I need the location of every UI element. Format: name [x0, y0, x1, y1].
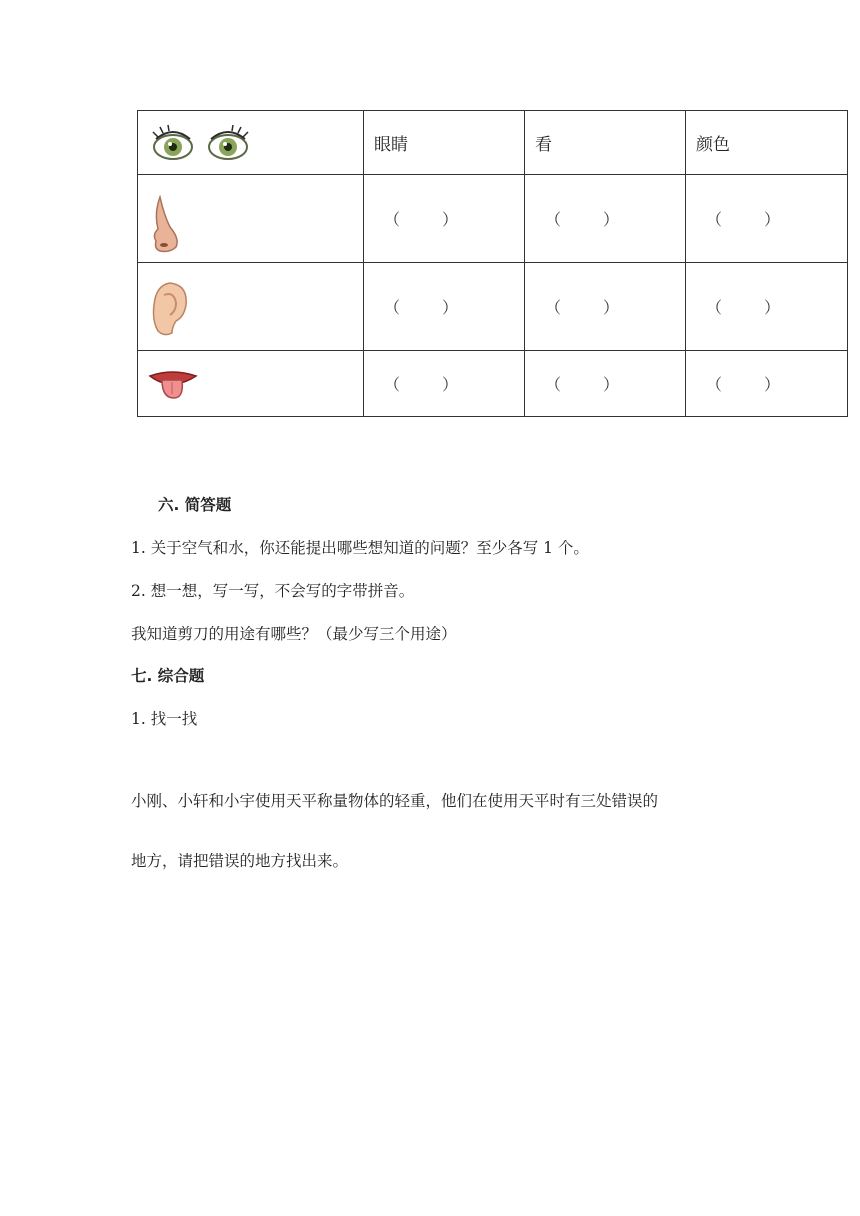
paren-close: ）: [602, 298, 619, 317]
section6-title: 六. 简答题: [158, 496, 232, 514]
header-color-label: 颜色: [686, 111, 848, 175]
section6-question-2: 2. 想一想，写一写，不会写的字带拼音。: [131, 582, 415, 600]
paren-close: ）: [763, 298, 780, 317]
answer-cell[interactable]: [686, 175, 848, 263]
section6-question-1: 1. 关于空气和水，你还能提出哪些想知道的问题？至少各写 1 个。: [131, 539, 589, 557]
ear-cell: [138, 263, 364, 351]
table-header-row: [138, 111, 848, 175]
answer-cell[interactable]: [686, 263, 848, 351]
table-row: [138, 351, 848, 417]
answer-cell[interactable]: [364, 175, 525, 263]
paren-close: ）: [763, 375, 780, 394]
paren-close: ）: [441, 210, 458, 229]
mouth-cell: [138, 351, 364, 417]
mouth-tongue-icon: [148, 366, 198, 402]
paren-close: ）: [441, 375, 458, 394]
paren-close: ）: [602, 210, 619, 229]
paren-open: （: [545, 210, 562, 229]
answer-cell[interactable]: [686, 351, 848, 417]
paren-open: （: [384, 210, 401, 229]
paren-open: （: [384, 298, 401, 317]
section7-title: 七. 综合题: [131, 667, 205, 685]
eyes-cell: [138, 111, 364, 175]
header-see-label: 看: [525, 111, 686, 175]
paren-open: （: [706, 375, 723, 394]
section7-paragraph-line-1: 小刚、小轩和小宇使用天平称量物体的轻重，他们在使用天平时有三处错误的: [131, 792, 659, 810]
section7-paragraph-line-2: 地方，请把错误的地方找出来。: [131, 852, 349, 870]
paren-open: （: [384, 375, 401, 394]
answer-cell[interactable]: [525, 263, 686, 351]
section6-question-2-detail: 我知道剪刀的用途有哪些？（最少写三个用途）: [131, 625, 457, 643]
eyes-icon: [146, 119, 256, 169]
nose-cell: [138, 175, 364, 263]
paren-close: ）: [441, 298, 458, 317]
paren-close: ）: [763, 210, 780, 229]
paren-open: （: [706, 298, 723, 317]
senses-table: [137, 110, 848, 417]
answer-cell[interactable]: [364, 263, 525, 351]
ear-icon: [150, 281, 190, 337]
paren-open: （: [706, 210, 723, 229]
answer-cell[interactable]: [364, 351, 525, 417]
paren-open: （: [545, 298, 562, 317]
answer-cell[interactable]: [525, 175, 686, 263]
section7-question-1: 1. 找一找: [131, 710, 198, 728]
table-row: [138, 175, 848, 263]
paren-close: ）: [602, 375, 619, 394]
header-eyes-label: 眼睛: [364, 111, 525, 175]
table-row: [138, 263, 848, 351]
nose-icon: [150, 195, 190, 255]
paren-open: （: [545, 375, 562, 394]
answer-cell[interactable]: [525, 351, 686, 417]
